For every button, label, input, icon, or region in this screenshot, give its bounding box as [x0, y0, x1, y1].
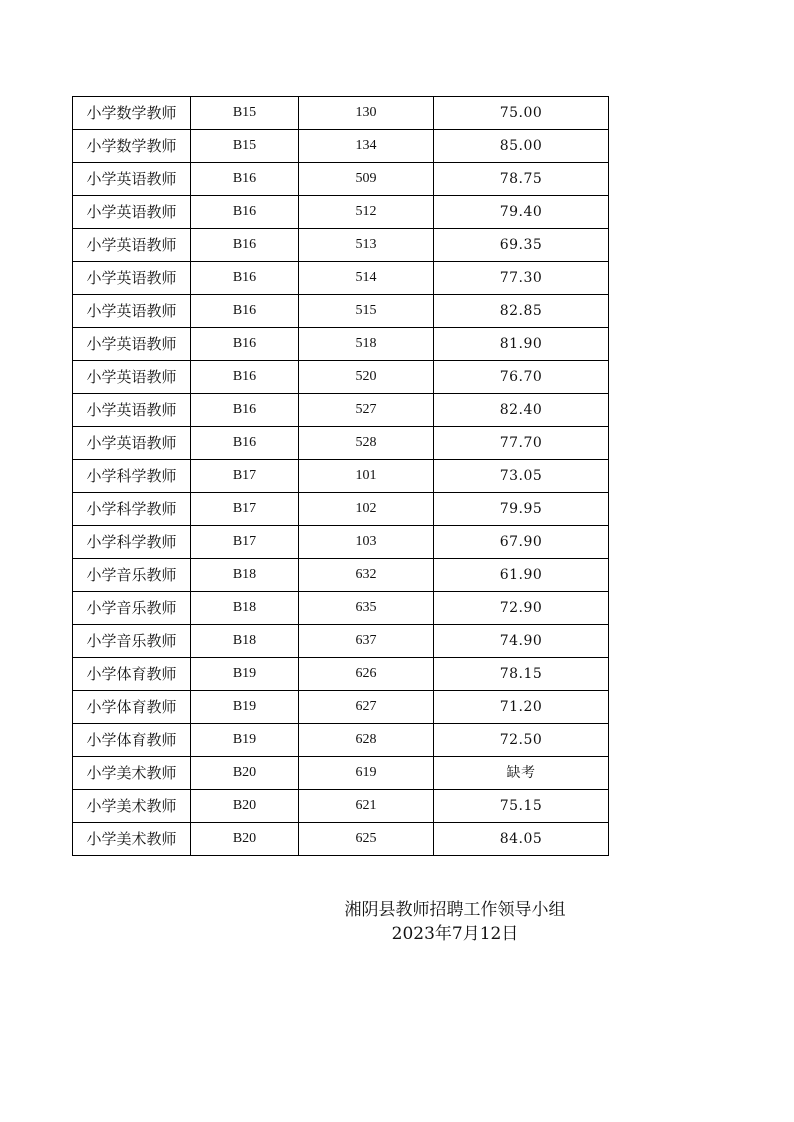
cell-exam-number: 134: [299, 130, 434, 163]
cell-position-code: B18: [191, 559, 299, 592]
cell-subject: 小学科学教师: [73, 493, 191, 526]
cell-subject: 小学英语教师: [73, 328, 191, 361]
cell-exam-number: 512: [299, 196, 434, 229]
cell-exam-number: 627: [299, 691, 434, 724]
table-row: [73, 295, 609, 328]
cell-subject: 小学英语教师: [73, 229, 191, 262]
cell-score: 82.85: [434, 295, 609, 328]
cell-exam-number: 635: [299, 592, 434, 625]
cell-exam-number: 628: [299, 724, 434, 757]
cell-subject: 小学音乐教师: [73, 592, 191, 625]
cell-position-code: B17: [191, 493, 299, 526]
cell-position-code: B20: [191, 757, 299, 790]
cell-exam-number: 514: [299, 262, 434, 295]
cell-position-code: B16: [191, 427, 299, 460]
cell-subject: 小学英语教师: [73, 295, 191, 328]
cell-subject: 小学英语教师: [73, 163, 191, 196]
table-row: [73, 394, 609, 427]
cell-subject: 小学英语教师: [73, 262, 191, 295]
cell-exam-number: 528: [299, 427, 434, 460]
cell-exam-number: 102: [299, 493, 434, 526]
cell-exam-number: 619: [299, 757, 434, 790]
cell-score: 72.90: [434, 592, 609, 625]
cell-score: 79.40: [434, 196, 609, 229]
cell-position-code: B17: [191, 526, 299, 559]
cell-exam-number: 101: [299, 460, 434, 493]
cell-score: 72.50: [434, 724, 609, 757]
cell-exam-number: 632: [299, 559, 434, 592]
cell-exam-number: 527: [299, 394, 434, 427]
cell-subject: 小学音乐教师: [73, 559, 191, 592]
score-table: [72, 96, 609, 856]
cell-score: 84.05: [434, 823, 609, 856]
table-row: [73, 361, 609, 394]
table-row: [73, 493, 609, 526]
cell-exam-number: 637: [299, 625, 434, 658]
table-row: [73, 196, 609, 229]
cell-score: 78.75: [434, 163, 609, 196]
cell-score: 缺考: [434, 757, 609, 790]
cell-score: 75.15: [434, 790, 609, 823]
table-row: [73, 229, 609, 262]
table-row: [73, 823, 609, 856]
cell-exam-number: 626: [299, 658, 434, 691]
cell-subject: 小学英语教师: [73, 394, 191, 427]
table-row: [73, 526, 609, 559]
cell-score: 71.20: [434, 691, 609, 724]
cell-position-code: B18: [191, 592, 299, 625]
cell-position-code: B16: [191, 295, 299, 328]
table-row: [73, 625, 609, 658]
cell-position-code: B20: [191, 790, 299, 823]
cell-position-code: B15: [191, 97, 299, 130]
cell-score: 74.90: [434, 625, 609, 658]
cell-exam-number: 518: [299, 328, 434, 361]
cell-subject: 小学科学教师: [73, 526, 191, 559]
cell-exam-number: 509: [299, 163, 434, 196]
cell-score: 75.00: [434, 97, 609, 130]
cell-score: 69.35: [434, 229, 609, 262]
cell-subject: 小学美术教师: [73, 823, 191, 856]
cell-score: 85.00: [434, 130, 609, 163]
table-row: [73, 559, 609, 592]
cell-position-code: B16: [191, 163, 299, 196]
cell-score: 82.40: [434, 394, 609, 427]
cell-subject: 小学科学教师: [73, 460, 191, 493]
cell-position-code: B19: [191, 691, 299, 724]
cell-subject: 小学英语教师: [73, 196, 191, 229]
table-row: [73, 97, 609, 130]
issuing-organization: 湘阴县教师招聘工作领导小组: [344, 900, 566, 920]
cell-subject: 小学体育教师: [73, 691, 191, 724]
table-row: [73, 757, 609, 790]
cell-subject: 小学美术教师: [73, 757, 191, 790]
cell-subject: 小学音乐教师: [73, 625, 191, 658]
table-row: [73, 658, 609, 691]
cell-position-code: B16: [191, 229, 299, 262]
table-row: [73, 592, 609, 625]
cell-exam-number: 621: [299, 790, 434, 823]
cell-position-code: B17: [191, 460, 299, 493]
cell-position-code: B19: [191, 658, 299, 691]
cell-score: 77.70: [434, 427, 609, 460]
table-row: [73, 328, 609, 361]
cell-position-code: B16: [191, 394, 299, 427]
cell-exam-number: 513: [299, 229, 434, 262]
cell-position-code: B15: [191, 130, 299, 163]
cell-score: 67.90: [434, 526, 609, 559]
score-table-body: [73, 97, 609, 856]
cell-exam-number: 103: [299, 526, 434, 559]
issue-date: 2023年7月12日: [391, 924, 519, 944]
cell-subject: 小学英语教师: [73, 361, 191, 394]
cell-exam-number: 515: [299, 295, 434, 328]
cell-exam-number: 520: [299, 361, 434, 394]
cell-score: 61.90: [434, 559, 609, 592]
table-row: [73, 790, 609, 823]
cell-subject: 小学体育教师: [73, 724, 191, 757]
cell-position-code: B19: [191, 724, 299, 757]
cell-position-code: B20: [191, 823, 299, 856]
cell-exam-number: 130: [299, 97, 434, 130]
cell-score: 78.15: [434, 658, 609, 691]
cell-position-code: B16: [191, 328, 299, 361]
cell-score: 81.90: [434, 328, 609, 361]
cell-subject: 小学美术教师: [73, 790, 191, 823]
table-row: [73, 724, 609, 757]
cell-position-code: B18: [191, 625, 299, 658]
cell-position-code: B16: [191, 361, 299, 394]
table-row: [73, 163, 609, 196]
cell-position-code: B16: [191, 196, 299, 229]
cell-subject: 小学体育教师: [73, 658, 191, 691]
table-row: [73, 460, 609, 493]
cell-score: 73.05: [434, 460, 609, 493]
table-row: [73, 262, 609, 295]
table-row: [73, 691, 609, 724]
cell-exam-number: 625: [299, 823, 434, 856]
table-row: [73, 427, 609, 460]
cell-subject: 小学数学教师: [73, 97, 191, 130]
cell-subject: 小学数学教师: [73, 130, 191, 163]
cell-position-code: B16: [191, 262, 299, 295]
cell-score: 76.70: [434, 361, 609, 394]
cell-subject: 小学英语教师: [73, 427, 191, 460]
cell-score: 79.95: [434, 493, 609, 526]
table-row: [73, 130, 609, 163]
cell-score: 77.30: [434, 262, 609, 295]
signature-block: [330, 898, 580, 946]
